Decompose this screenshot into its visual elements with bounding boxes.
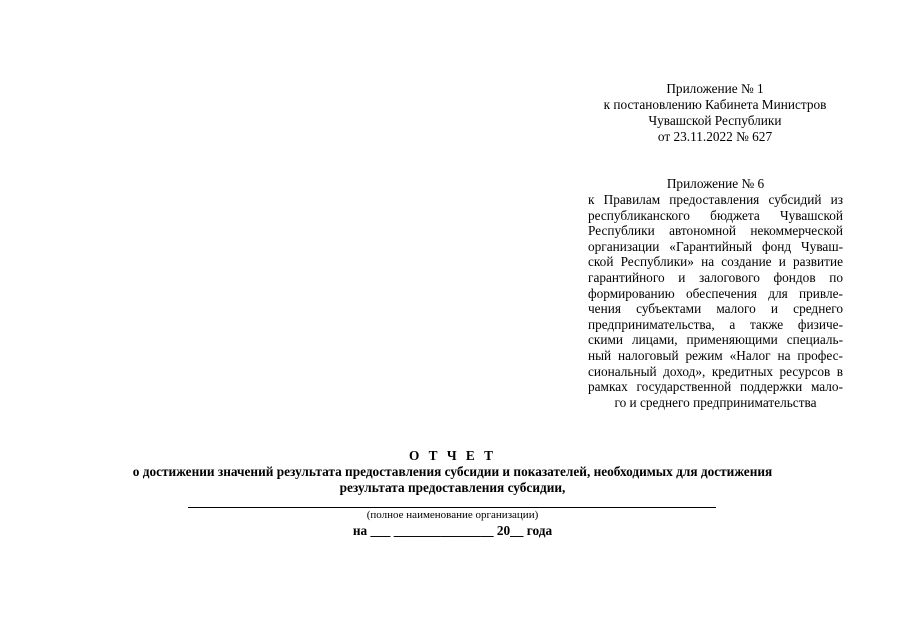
appendix-1-line: Приложение № 1 [666,81,764,96]
appendix-6-line: ный налоговый режим «Налог на профес- [588,347,843,363]
appendix-6-line: го и среднего предпринимательства [614,394,817,410]
appendix-6-line: Республики автономной некоммерческой [588,223,843,239]
appendix-6-title: Приложение № 6 [666,176,765,191]
appendix-6-line: гарантийного и залогового фондов по [588,269,843,285]
appendix-1-line: от 23.11.2022 № 627 [657,129,773,144]
appendix-6-line: сиональный доход», кредитных ресурсов в [588,363,843,379]
appendix-1-line: к постановлению Кабинета Министров [603,97,827,112]
appendix-6-line: предпринимательства, а также физиче- [588,316,843,332]
organization-name-caption: (полное наименование организации) [366,509,539,521]
appendix-1-header [585,81,845,145]
appendix-6-body [588,192,843,410]
appendix-6-line: республиканского бюджета Чувашской [588,207,843,223]
appendix-6-line: ской Республики» на создание и развитие [588,254,843,270]
appendix-1-line: Чувашской Республики [648,113,782,128]
appendix-6-line: скими лицами, применяющими специаль- [588,332,843,348]
report-title: О Т Ч Е Т [408,448,496,463]
appendix-6-line: к Правилам предоставления субсидий из [588,192,843,207]
report-subtitle-line: результата предоставления субсидии, [339,480,566,495]
report-period-line: на ___ _______________ 20__ года [352,523,553,538]
appendix-6-line: рамках государственной поддержки мало- [588,379,843,395]
appendix-6-line: организации «Гарантийный фонд Чуваш- [588,238,843,254]
report-subtitle-line: о достижении значений результата предоставления субсидии и показателей, необходимых для достижения [132,464,773,479]
appendix-6-line: чения субъектами малого и среднего [588,301,843,317]
appendix-6-line: формированию обеспечения для привле- [588,285,843,301]
report-subtitle [0,464,905,496]
